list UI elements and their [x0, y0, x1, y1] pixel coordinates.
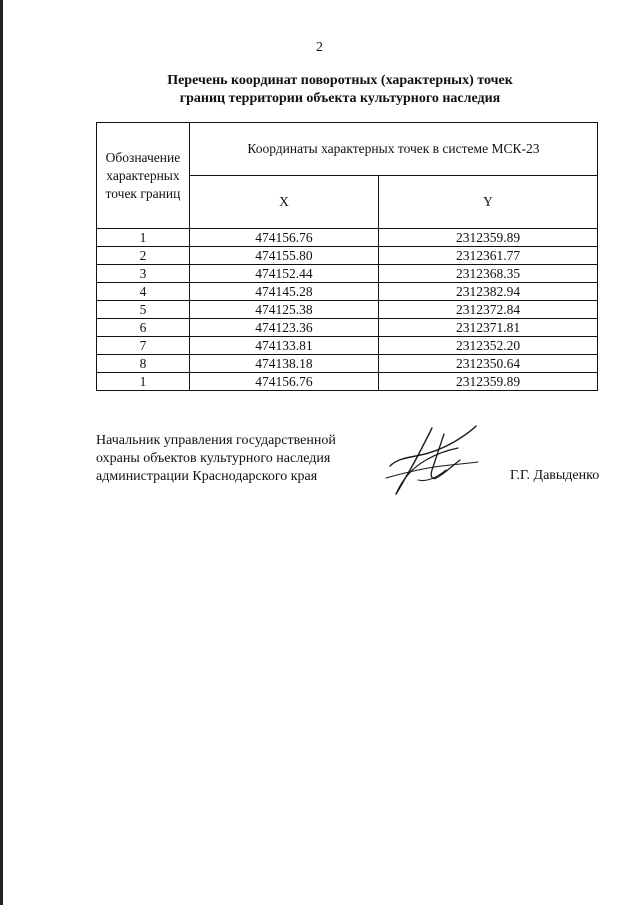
cell-y: 2312382.94: [379, 283, 598, 301]
cell-x: 474138.18: [189, 355, 378, 373]
cell-point: 3: [97, 265, 190, 283]
header-designation-line-1: Обозначение: [105, 149, 181, 165]
cell-y: 2312359.89: [379, 373, 598, 391]
table-row: [97, 355, 598, 373]
signer-position: [96, 432, 336, 486]
title-line-2: границ территории объекта культурного наследия: [179, 91, 501, 106]
title-line-1: Перечень координат поворотных (характерных) точек: [167, 73, 513, 88]
cell-y: 2312368.35: [379, 265, 598, 283]
header-x: X: [189, 176, 378, 229]
document-title: [60, 72, 620, 108]
cell-x: 474155.80: [189, 247, 378, 265]
cell-x: 474125.38: [189, 301, 378, 319]
header-y: Y: [379, 176, 598, 229]
header-designation-line-3: точек границ: [105, 185, 181, 201]
table-header-row: [97, 123, 598, 176]
table-row: [97, 319, 598, 337]
cell-x: 474152.44: [189, 265, 378, 283]
cell-point: 6: [97, 319, 190, 337]
cell-point: 1: [97, 373, 190, 391]
cell-x: 474123.36: [189, 319, 378, 337]
cell-x: 474156.76: [189, 373, 378, 391]
signer-name: Г.Г. Давыденко: [510, 468, 600, 483]
cell-y: 2312361.77: [379, 247, 598, 265]
cell-point: 4: [97, 283, 190, 301]
table-body: [97, 229, 598, 391]
table-row: [97, 337, 598, 355]
table-row: [97, 265, 598, 283]
signer-position-line-2: охраны объектов культурного наследия: [96, 451, 331, 466]
cell-y: 2312352.20: [379, 337, 598, 355]
coordinates-table: [96, 122, 598, 391]
table-row: [97, 301, 598, 319]
header-designation-line-2: характерных: [106, 167, 180, 183]
scan-edge: [0, 0, 3, 905]
cell-point: 8: [97, 355, 190, 373]
cell-y: 2312359.89: [379, 229, 598, 247]
signer-position-line-3: администрации Краснодарского края: [96, 469, 318, 484]
cell-y: 2312350.64: [379, 355, 598, 373]
cell-y: 2312372.84: [379, 301, 598, 319]
cell-point: 7: [97, 337, 190, 355]
table-row: [97, 283, 598, 301]
signature-block: [96, 432, 616, 502]
table-row: [97, 373, 598, 391]
handwritten-signature-icon: [382, 420, 482, 498]
header-coordinate-system: Координаты характерных точек в системе МСК-23: [189, 123, 597, 176]
cell-x: 474156.76: [189, 229, 378, 247]
cell-x: 474133.81: [189, 337, 378, 355]
table-row: [97, 229, 598, 247]
cell-point: 2: [97, 247, 190, 265]
page-number: 2: [316, 40, 323, 55]
cell-point: 1: [97, 229, 190, 247]
cell-x: 474145.28: [189, 283, 378, 301]
header-designation: [97, 123, 190, 229]
signer-position-line-1: Начальник управления государственной: [96, 433, 336, 448]
cell-point: 5: [97, 301, 190, 319]
cell-y: 2312371.81: [379, 319, 598, 337]
table-row: [97, 247, 598, 265]
